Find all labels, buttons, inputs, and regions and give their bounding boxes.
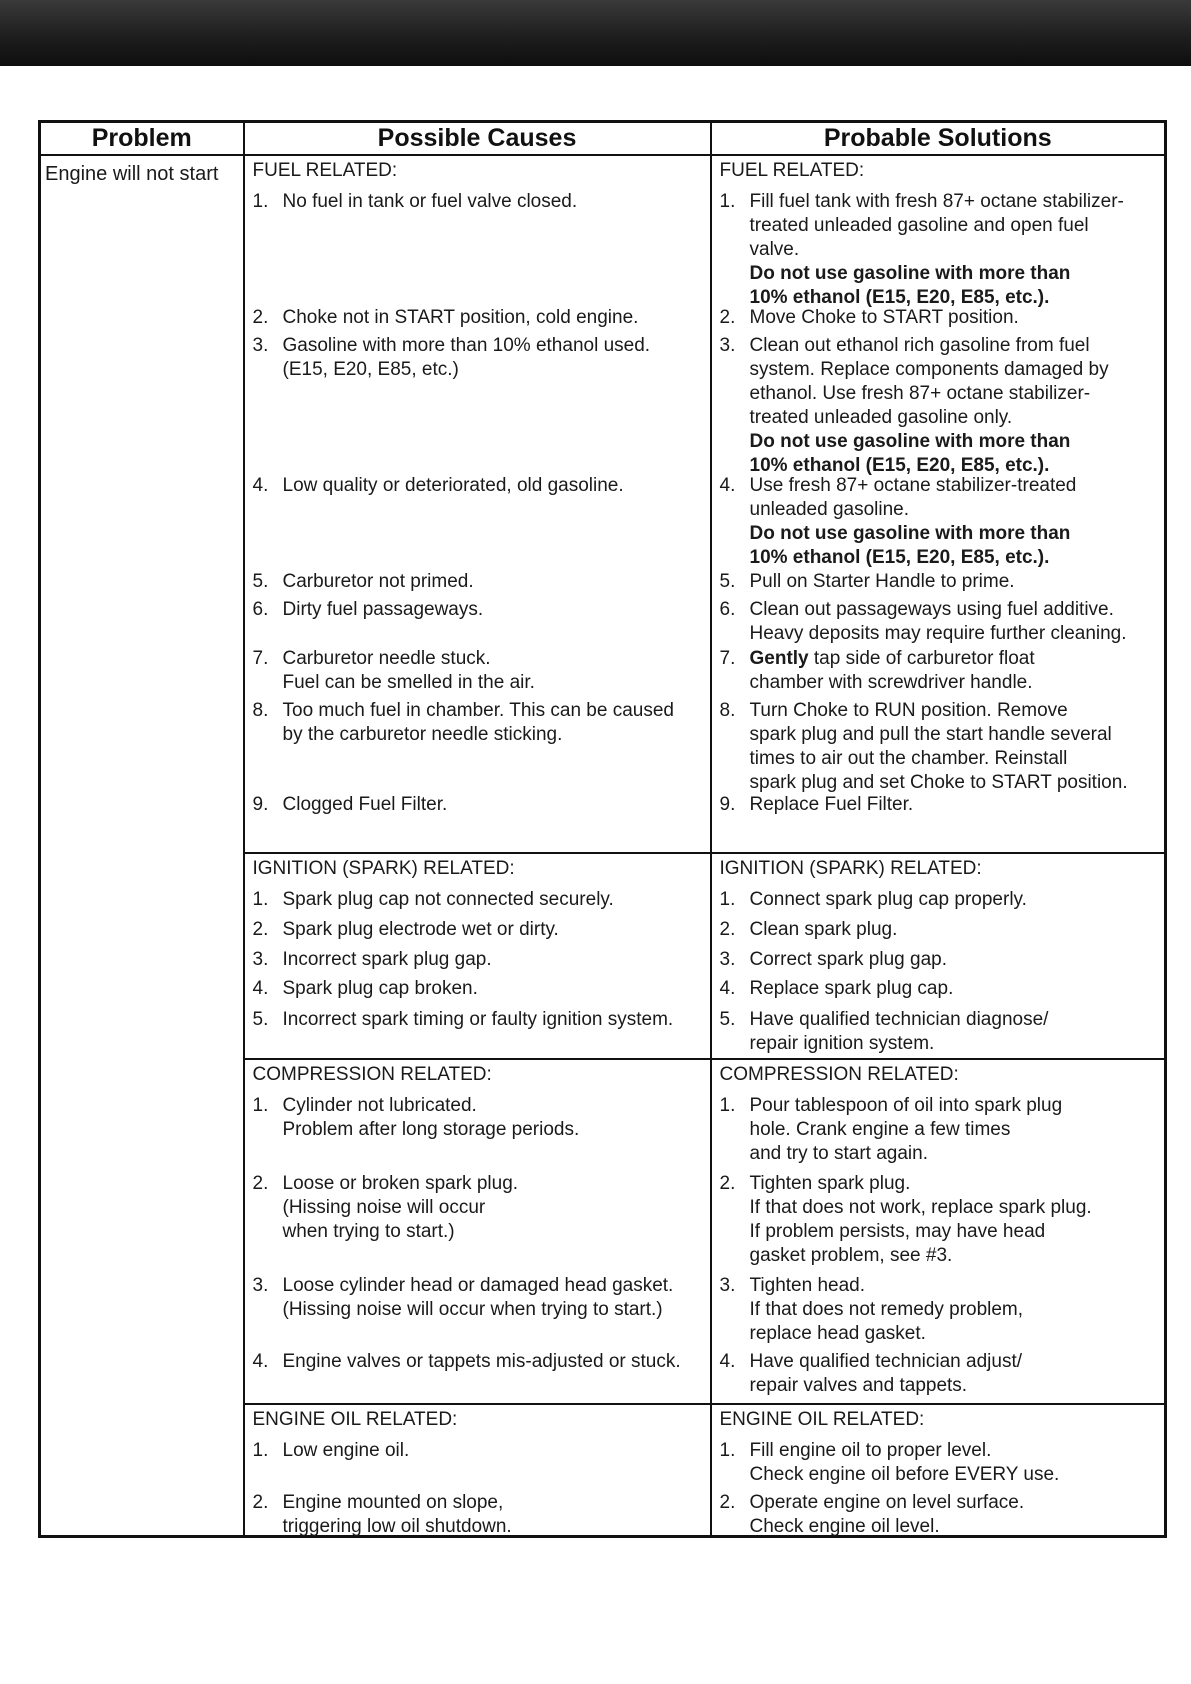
item-number: 6. [719, 599, 736, 620]
section-title: ENGINE OIL RELATED: [252, 1409, 458, 1430]
section-title: IGNITION (SPARK) RELATED: [252, 858, 515, 879]
item-number: 5. [719, 571, 736, 592]
item-text: Clean out ethanol rich gasoline from fuel system. Replace components damaged by ethanol. Use fresh 87+ octane stabilizer- treated unleaded gasoline only. Do not use gasoline with more than 10% ethanol (E15, E20, E85, etc.). [749, 335, 1109, 476]
item-text: Choke not in START position, cold engine. [282, 307, 639, 328]
item-number: 5. [252, 571, 269, 592]
item-number: 3. [719, 335, 736, 356]
item-number: 7. [252, 648, 269, 669]
ignition-solutions-cell: IGNITION (SPARK) RELATED: 1. Connect spark plug cap properly. 2. Clean spark plug. 3. Correct spark plug gap. 4. Replace spark plug cap. 5. Have qualified technician diagnose/ repair ignition system. [711, 853, 1166, 1059]
troubleshooting-table-wrap [38, 120, 1164, 1538]
item-text: Gasoline with more than 10% ethanol used. (E15, E20, E85, etc.) [282, 335, 651, 380]
item-number: 2. [252, 307, 269, 328]
item-number: 7. [719, 648, 736, 669]
troubleshooting-table [38, 120, 1167, 1538]
fuel-solutions-cell [711, 155, 1166, 853]
item-number: 8. [252, 700, 269, 721]
item-text: Clogged Fuel Filter. [282, 794, 448, 815]
item-text: Carburetor needle stuck. Fuel can be smelled in the air. [282, 648, 535, 693]
section-title: COMPRESSION RELATED: [719, 1064, 959, 1085]
item-number: 1. [719, 191, 736, 212]
item-text: Low quality or deteriorated, old gasoline. [282, 475, 624, 496]
item-number: 3. [252, 335, 269, 356]
item-number: 9. [719, 794, 736, 815]
item-text: Clean out passageways using fuel additive. Heavy deposits may require further cleaning. [749, 599, 1127, 644]
item-number: 1. [252, 191, 269, 212]
item-text: Use fresh 87+ octane stabilizer-treated unleaded gasoline. Do not use gasoline with more than 10% ethanol (E15, E20, E85, etc.). [749, 475, 1077, 568]
header-probable-solutions: Probable Solutions [711, 122, 1166, 156]
item-text: Pull on Starter Handle to prime. [749, 571, 1015, 592]
item-number: 2. [719, 307, 736, 328]
header-problem: Problem [40, 122, 244, 156]
item-text: Too much fuel in chamber. This can be caused by the carburetor needle sticking. [282, 700, 674, 745]
section-fuel-row [40, 155, 1166, 853]
fuel-causes-cell [244, 155, 711, 853]
section-title: FUEL RELATED: [252, 160, 398, 181]
section-title: IGNITION (SPARK) RELATED: [719, 858, 982, 879]
item-text: Move Choke to START position. [749, 307, 1019, 328]
problem-cell: Engine will not start [40, 155, 244, 1537]
item-text: Dirty fuel passageways. [282, 599, 484, 620]
table-header-row [40, 122, 1166, 156]
item-text: Fill fuel tank with fresh 87+ octane stabilizer- treated unleaded gasoline and open fuel valve. Do not use gasoline with more than 10% ethanol (E15, E20, E85, etc.). [749, 191, 1124, 308]
top-header-bar [0, 0, 1191, 66]
compression-causes-cell: COMPRESSION RELATED: 1. Cylinder not lubricated. Problem after long storage periods. 2. Loose or broken spark plug. (Hissing noise will occur when trying to start.) 3. Loose cylinder head or damaged head gasket. (Hissing noise will occur when trying to start.) 4. Engine valves or tappets mis-adjusted or stuck. [244, 1059, 711, 1404]
ignition-causes-cell: IGNITION (SPARK) RELATED: 1. Spark plug cap not connected securely. 2. Spark plug electrode wet or dirty. 3. Incorrect spark plug gap. 4. Spark plug cap broken. 5. Incorrect spark timing or faulty ignition system. [244, 853, 711, 1059]
item-text: Gently tap side of carburetor float chamber with screwdriver handle. [749, 648, 1035, 693]
section-title: COMPRESSION RELATED: [252, 1064, 492, 1085]
item-text: Replace Fuel Filter. [749, 794, 914, 815]
section-title: ENGINE OIL RELATED: [719, 1409, 925, 1430]
item-number: 4. [252, 475, 269, 496]
item-text: No fuel in tank or fuel valve closed. [282, 191, 578, 212]
item-text: Carburetor not primed. [282, 571, 474, 592]
compression-solutions-cell: COMPRESSION RELATED: 1. Pour tablespoon of oil into spark plug hole. Crank engine a few times and try to start again. 2. Tighten spark plug. If that does not work, replace spark plug. If problem persists, may have head gasket problem, see #3. 3. Tighten head. If that does not remedy problem, replace head gasket. 4. Have qualified technician adjust/ repair valves and tappets. [711, 1059, 1166, 1404]
item-text: Turn Choke to RUN position. Remove spark plug and pull the start handle several times to air out the chamber. Reinstall spark plug and set Choke to START position. [749, 700, 1128, 793]
section-title: FUEL RELATED: [719, 160, 865, 181]
item-number: 6. [252, 599, 269, 620]
item-number: 4. [719, 475, 736, 496]
oil-solutions-cell: ENGINE OIL RELATED: 1. Fill engine oil to proper level. Check engine oil before EVERY use. 2. Operate engine on level surface. Check engine oil level. [711, 1404, 1166, 1537]
item-number: 9. [252, 794, 269, 815]
header-possible-causes: Possible Causes [244, 122, 711, 156]
item-number: 8. [719, 700, 736, 721]
oil-causes-cell: ENGINE OIL RELATED: 1. Low engine oil. 2. Engine mounted on slope, triggering low oil shutdown. [244, 1404, 711, 1537]
